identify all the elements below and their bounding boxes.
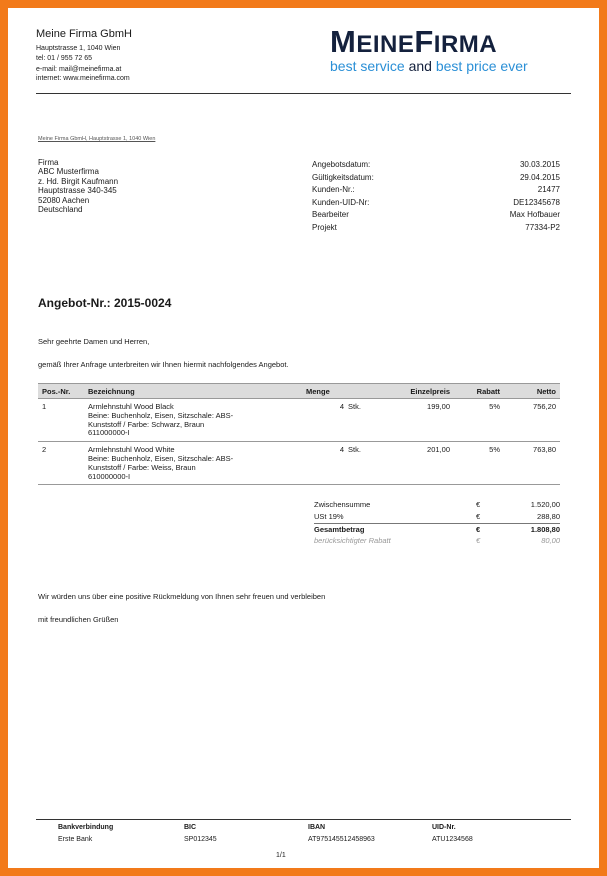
meta-label: Kunden-Nr.: [312, 185, 355, 195]
footer-col-uid [432, 823, 473, 846]
return-address-line: Meine Firma GbmH, Hauptstrasse 1, 1040 Wien [38, 136, 156, 142]
meta-label: Kunden-UID-Nr: [312, 197, 370, 207]
desc-line: Beine: Buchenholz, Eisen, Sitzschale: ABS- [88, 410, 234, 420]
footer-value: AT975145512458963 [308, 836, 375, 843]
logo-rest-1: EINE [356, 31, 415, 58]
footer-header: Bankverbindung [58, 824, 114, 831]
totals-row-grand-total [314, 523, 560, 535]
closing-text: Wir würden uns über eine positive Rückmeldung von Ihnen sehr freuen und verbleiben [38, 592, 326, 601]
meta-row-valid-until [312, 172, 560, 185]
recipient-line: Hauptstrasse 340-345 [38, 186, 117, 196]
desc-line: Beine: Buchenholz, Eisen, Sitzschale: ABS- [88, 453, 234, 463]
header-pos: Pos.-Nr. [42, 386, 71, 396]
meta-label: Angebotsdatum: [312, 160, 371, 169]
meta-value: 29.04.2015 [519, 172, 560, 182]
meta-label: Bearbeiter [312, 210, 349, 220]
header-divider [36, 93, 571, 94]
totals-label: berücksichtigter Rabatt [314, 536, 391, 545]
totals-currency: € [476, 500, 481, 509]
logo-slogan-part3: best price ever [431, 58, 528, 74]
meta-row-customer-vat [312, 197, 560, 210]
totals-currency: € [476, 512, 481, 521]
recipient-line: Deutschland [38, 205, 83, 215]
items-table [38, 383, 560, 485]
footer-divider [36, 819, 571, 820]
totals-value: 288,80 [537, 512, 560, 521]
offer-document [8, 8, 599, 868]
logo-rest-2: IRMA [433, 31, 498, 58]
totals-currency: € [476, 525, 481, 534]
footer-col-bank [58, 823, 113, 846]
totals-row-subtotal [314, 499, 560, 511]
sender-address: Hauptstrasse 1, 1040 Wien [36, 45, 121, 52]
totals-value: 1.520,00 [530, 500, 560, 509]
totals-currency: € [476, 536, 481, 545]
cell-unit: Stk. [348, 402, 361, 411]
cell-discount: 5% [489, 402, 500, 411]
totals-row-discount [314, 535, 560, 547]
recipient-address [38, 158, 118, 214]
recipient-line: z. Hd. Birgit Kaufmann [38, 176, 119, 186]
meta-value: DE12345678 [513, 197, 560, 207]
footer-col-bic [184, 823, 217, 846]
header-discount: Rabatt [476, 386, 500, 396]
meta-value: 21477 [537, 185, 560, 195]
offer-title: Angebot-Nr.: 2015-0024 [38, 296, 172, 310]
logo-slogan [330, 58, 560, 74]
cell-discount: 5% [489, 445, 500, 455]
totals-label: Zwischensumme [314, 500, 371, 509]
footer-value: SP012345 [184, 836, 217, 843]
sender-phone: tel: 01 / 955 72 65 [36, 55, 93, 62]
table-row [38, 442, 560, 485]
meta-row-offer-date [312, 159, 560, 172]
cell-unit: Stk. [348, 445, 361, 455]
offer-meta [312, 159, 560, 235]
logo-slogan-part1: best service [330, 58, 409, 74]
recipient-line: Firma [38, 158, 59, 167]
greeting-text: Sehr geehrte Damen und Herren, [38, 337, 150, 346]
items-table-header [38, 383, 560, 399]
footer-value: Erste Bank [58, 836, 93, 843]
meta-value: Max Hofbauer [509, 210, 560, 220]
page-number: 1/1 [276, 852, 286, 859]
footer-value: ATU1234568 [432, 836, 473, 843]
sender-email: e-mail: mail@meinefirma.at [36, 66, 122, 73]
footer-header: BIC [184, 824, 197, 831]
header-desc: Bezeichnung [88, 386, 135, 396]
sender-company-name: Meine Firma GbmH [36, 28, 132, 40]
meta-row-customer-no [312, 184, 560, 197]
footer-header: UID-Nr. [432, 824, 456, 831]
meta-row-project [312, 222, 560, 235]
cell-pos: 2 [42, 445, 47, 455]
recipient-line: 52080 Aachen [38, 195, 90, 205]
table-row [38, 399, 560, 442]
desc-line: 610000000-I [88, 471, 131, 481]
logo-initial-1: M [330, 24, 357, 59]
totals-label: Gesamtbetrag [314, 525, 365, 534]
sender-internet: internet: www.meinefirma.com [36, 75, 130, 82]
footer-header: IBAN [308, 824, 326, 831]
meta-label: Gültigkeitsdatum: [312, 172, 374, 182]
desc-line: Kunststoff / Farbe: Schwarz, Braun [88, 419, 205, 429]
cell-pos: 1 [42, 402, 47, 411]
meta-value: 30.03.2015 [519, 160, 560, 169]
intro-text: gemäß Ihrer Anfrage unterbreiten wir Ihnen hiermit nachfolgendes Angebot. [38, 360, 289, 369]
cell-desc [86, 403, 298, 438]
cell-net: 763,80 [533, 445, 556, 455]
meta-label: Projekt [312, 222, 337, 232]
desc-line: Armlehnstuhl Wood White [88, 445, 175, 455]
desc-line: Kunststoff / Farbe: Weiss, Braun [88, 462, 196, 472]
cell-desc [86, 446, 298, 481]
totals-label: USt 19% [314, 512, 344, 521]
desc-line: 611000000-I [88, 428, 130, 438]
recipient-line: ABC Musterfirma [38, 167, 99, 177]
totals-row-vat [314, 511, 560, 523]
header-net: Netto [536, 386, 556, 396]
regards-text: mit freundlichen Grüßen [38, 615, 119, 624]
desc-line: Armlehnstuhl Wood Black [88, 402, 174, 411]
header-price: Einzelpreis [410, 386, 450, 396]
header-qty: Menge [306, 386, 330, 396]
cell-qty: 4 [339, 402, 344, 411]
logo-wordmark [330, 24, 560, 60]
cell-price: 201,00 [427, 445, 450, 455]
footer-col-iban [308, 823, 375, 846]
cell-price: 199,00 [427, 402, 450, 411]
company-logo [330, 24, 560, 74]
logo-initial-2: F [414, 24, 434, 59]
logo-slogan-part2: and [408, 58, 432, 74]
totals-value: 1.808,80 [530, 525, 560, 534]
cell-net: 756,20 [533, 402, 556, 411]
meta-row-clerk [312, 209, 560, 222]
meta-value: 77334-P2 [525, 222, 560, 232]
totals-block [314, 499, 560, 547]
totals-value: 80,00 [541, 536, 560, 545]
cell-qty: 4 [339, 445, 344, 455]
